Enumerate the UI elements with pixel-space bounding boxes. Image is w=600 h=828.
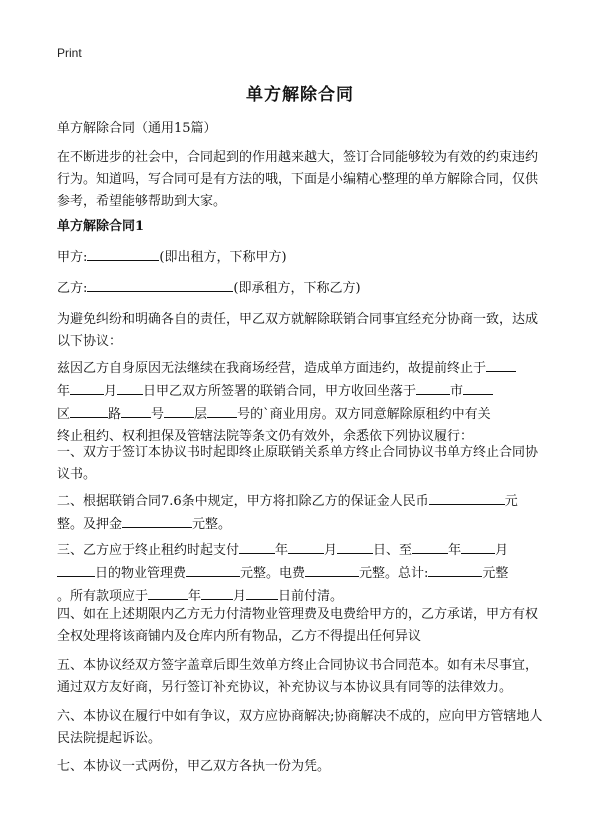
clause-2-text: 整。及押金 bbox=[57, 517, 123, 532]
clause-3 bbox=[57, 539, 549, 608]
clause-3-text: 元整 bbox=[482, 566, 509, 581]
background-text: 路 bbox=[108, 407, 122, 422]
party-b-note: (即承租方，下称乙方) bbox=[233, 281, 361, 296]
background-text: 号的`商业用房。双方同意解除原租约中有关 bbox=[237, 407, 491, 422]
clause-5: 五、本协议经双方签字盖章后即生效单方终止合同协议书合同范本。如有未尽事宜，通过双方友好商，另行签订补充协议，补充协议与本协议具有同等的法律效力。 bbox=[57, 658, 539, 695]
clause-2-text: 二、根据联销合同7.6条中规定，甲方将扣除乙方的保证金人民币 bbox=[57, 494, 429, 509]
blank bbox=[186, 562, 240, 577]
party-b-line bbox=[57, 277, 549, 300]
party-b-label: 乙方: bbox=[57, 281, 88, 296]
background-text: 号 bbox=[151, 407, 165, 422]
clause-3-text: 元整。总计: bbox=[359, 566, 429, 581]
blank bbox=[486, 357, 516, 372]
blank bbox=[122, 513, 192, 528]
background-text: 日甲乙双方所签署的联销合同，甲方收回坐落于 bbox=[143, 384, 417, 399]
clause-3-text: 。所有款项应于 bbox=[57, 589, 149, 604]
document-title: 单方解除合同 bbox=[246, 85, 354, 105]
blank bbox=[117, 380, 143, 395]
party-a-label: 甲方: bbox=[57, 250, 88, 265]
background-text: 兹因乙方自身原因无法继续在我商场经营，造成单方面违约，故提前终止于 bbox=[57, 361, 487, 376]
blank bbox=[305, 562, 359, 577]
party-a-line bbox=[57, 246, 549, 269]
clause-3-text: 日、至 bbox=[373, 543, 413, 558]
blank bbox=[57, 562, 95, 577]
background-text: 层 bbox=[194, 407, 208, 422]
clause-3-text: 日的物业管理费 bbox=[95, 566, 187, 581]
clause-3-text: 元整。电费 bbox=[240, 566, 306, 581]
party-a-note: (即出租方，下称甲方) bbox=[159, 250, 287, 265]
background-text: 年 bbox=[57, 384, 71, 399]
clause-3-text: 月 bbox=[324, 543, 338, 558]
clause-3-text: 月 bbox=[495, 543, 509, 558]
clause-1: 一、双方于签订本协议书时起即终止原联销关系单方终止合同协议书单方终止合同协议书。 bbox=[57, 445, 539, 482]
blank bbox=[239, 539, 275, 554]
clause-2-text: 元 bbox=[504, 494, 518, 509]
clause-6: 六、本协议在履行中如有争议，双方应协商解决;协商解决不成的，应向甲方管辖地人民法院提起诉讼。 bbox=[57, 709, 543, 746]
blank bbox=[246, 585, 278, 600]
blank bbox=[288, 539, 324, 554]
background-text: 市 bbox=[450, 384, 464, 399]
clause-2-text: 元整。 bbox=[192, 517, 232, 532]
clause-3-text: 年 bbox=[448, 543, 462, 558]
background-text: 终止租约、权利担保及管辖法院等条文仍有效外，余悉依下列协议履行： bbox=[57, 429, 474, 444]
clause-3-text: 日前付清。 bbox=[278, 589, 344, 604]
blank bbox=[416, 380, 450, 395]
clause-3-text: 年 bbox=[275, 543, 289, 558]
blank bbox=[428, 562, 482, 577]
party-a-blank bbox=[87, 246, 159, 261]
blank bbox=[70, 403, 108, 418]
blank bbox=[429, 490, 505, 505]
blank bbox=[207, 403, 237, 418]
preamble-paragraph: 为避免纠纷和明确各自的责任，甲乙双方就解除联销合同事宜经充分协商一致，达成以下协议： bbox=[57, 312, 539, 349]
clause-4: 四、如在上述期限内乙方无力付清物业管理费及电费给甲方的，乙方承诺，甲方有权全权处理将该商铺内及仓库内所有物品，乙方不得提出任何异议 bbox=[57, 607, 539, 644]
intro-paragraph: 在不断进步的社会中，合同起到的作用越来越大，签订合同能够较为有效的约束违约行为。知道吗，写合同可是有方法的哦，下面是小编精心整理的单方解除合同，仅供参考，希望能够帮助到大家。 bbox=[57, 150, 539, 209]
clause-3-text: 三、乙方应于终止租约时起支付 bbox=[57, 543, 240, 558]
blank bbox=[121, 403, 151, 418]
background-paragraph bbox=[57, 357, 549, 448]
blank bbox=[461, 539, 495, 554]
blank bbox=[337, 539, 373, 554]
document-subtitle: 单方解除合同（通用15篇） bbox=[57, 121, 217, 136]
background-text: 月 bbox=[104, 384, 118, 399]
background-text: 区 bbox=[57, 407, 71, 422]
section-heading: 单方解除合同1 bbox=[57, 219, 145, 234]
blank bbox=[463, 380, 493, 395]
blank bbox=[201, 585, 233, 600]
blank bbox=[164, 403, 194, 418]
blank bbox=[148, 585, 188, 600]
print-link[interactable]: Print bbox=[57, 46, 82, 60]
blank bbox=[70, 380, 104, 395]
clause-2 bbox=[57, 490, 549, 536]
blank bbox=[412, 539, 448, 554]
party-b-blank bbox=[87, 277, 233, 292]
clause-3-text: 月 bbox=[233, 589, 247, 604]
clause-3-text: 年 bbox=[188, 589, 202, 604]
clause-7: 七、本协议一式两份，甲乙双方各执一份为凭。 bbox=[57, 759, 331, 774]
